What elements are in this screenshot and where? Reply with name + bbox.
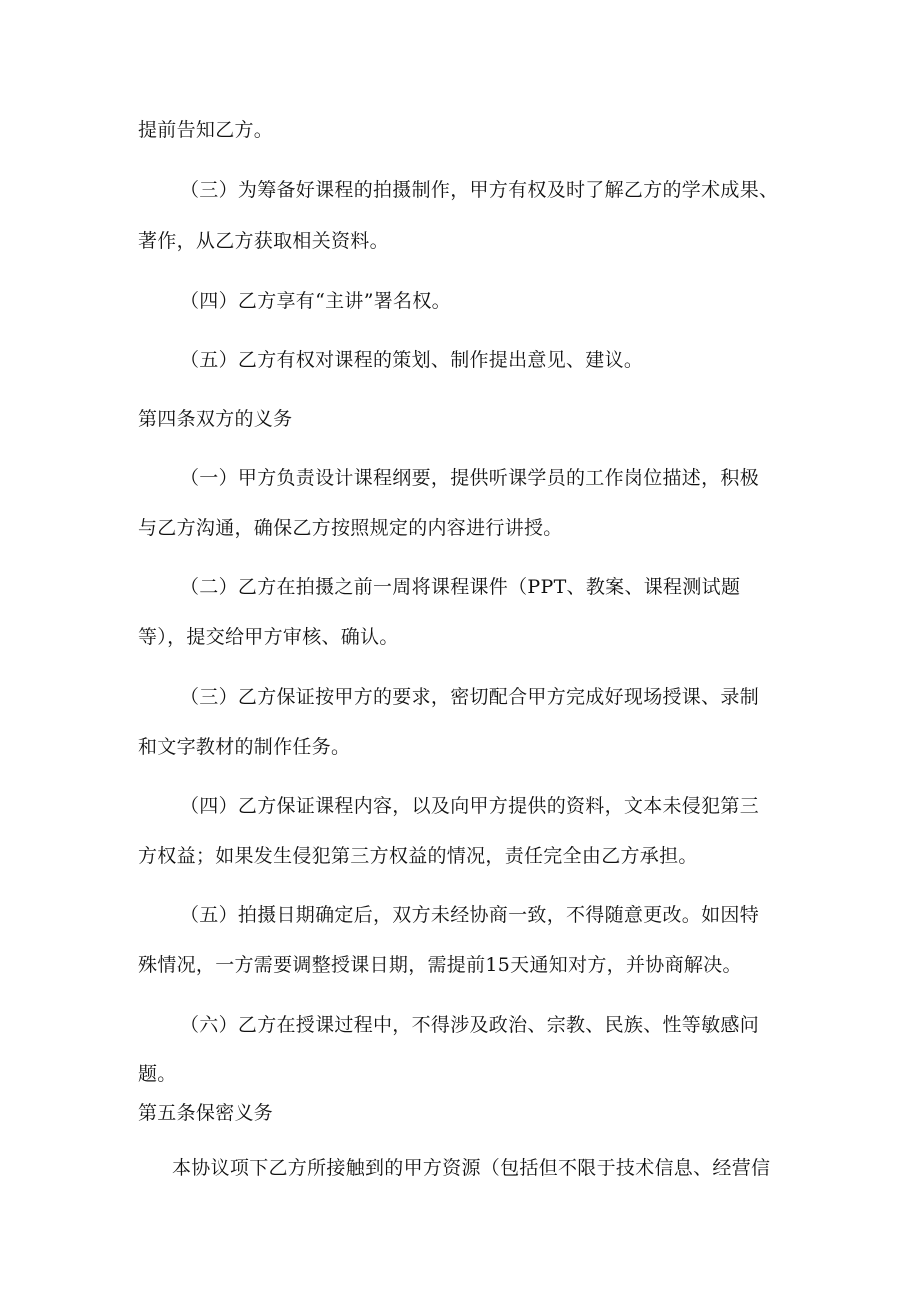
text-line	[0, 513, 920, 543]
text-line-content: 等），提交给甲方审核、确认。	[138, 626, 399, 648]
text-line-content: （二）乙方在拍摄之前一周将课程课件（PPT、教案、课程测试题	[180, 576, 741, 598]
text-line-content: （一）甲方负责设计课程纲要，提供听课学员的工作岗位描述，积极	[180, 467, 760, 489]
text-line	[0, 622, 920, 652]
text-line-content: （三）为筹备好课程的拍摄制作，甲方有权及时了解乙方的学术成果、	[180, 179, 779, 201]
text-line-content: （五）乙方有权对课程的策划、制作提出意见、建议。	[180, 349, 644, 371]
text-line-content: 提前告知乙方。	[138, 119, 274, 141]
text-line-content: 殊情况，一方需要调整授课日期，需提前15天通知对方，并协商解决。	[138, 954, 742, 976]
text-line-content: （四）乙方保证课程内容，以及向甲方提供的资料，文本未侵犯第三	[180, 795, 760, 817]
text-line	[0, 115, 920, 145]
text-line-content: （四）乙方享有“主讲”署名权。	[180, 290, 451, 312]
text-line-content: 方权益；如果发生侵犯第三方权益的情况，责任完全由乙方承担。	[138, 845, 698, 867]
section-heading-text: 第五条保密义务	[138, 1102, 274, 1124]
text-line	[0, 841, 920, 871]
text-line	[0, 1153, 920, 1183]
text-line	[0, 572, 920, 602]
text-line-content: （六）乙方在授课过程中，不得涉及政治、宗教、民族、性等敏感问	[180, 1014, 760, 1036]
text-line	[0, 175, 920, 205]
text-line	[0, 463, 920, 493]
text-line-content: 著作，从乙方获取相关资料。	[138, 230, 389, 252]
text-line-content: 与乙方沟通，确保乙方按照规定的内容进行讲授。	[138, 517, 563, 539]
text-line	[0, 286, 920, 316]
text-line	[0, 950, 920, 980]
section-heading	[0, 1098, 920, 1128]
text-line	[0, 226, 920, 256]
section-heading	[0, 404, 920, 434]
text-line	[0, 1059, 920, 1089]
text-line	[0, 900, 920, 930]
text-line-content: 和文字教材的制作任务。	[138, 736, 351, 758]
text-line-content: （五）拍摄日期确定后，双方未经协商一致，不得随意更改。如因特	[180, 904, 760, 926]
text-line	[0, 791, 920, 821]
section-heading-text: 第四条双方的义务	[138, 408, 293, 430]
text-line	[0, 1010, 920, 1040]
text-line	[0, 345, 920, 375]
text-line-content: 题。	[138, 1063, 177, 1085]
text-line-content: 本协议项下乙方所接触到的甲方资源（包括但不限于技术信息、经营信	[172, 1157, 771, 1179]
text-line	[0, 682, 920, 712]
text-line	[0, 732, 920, 762]
text-line-content: （三）乙方保证按甲方的要求，密切配合甲方完成好现场授课、录制	[180, 686, 760, 708]
